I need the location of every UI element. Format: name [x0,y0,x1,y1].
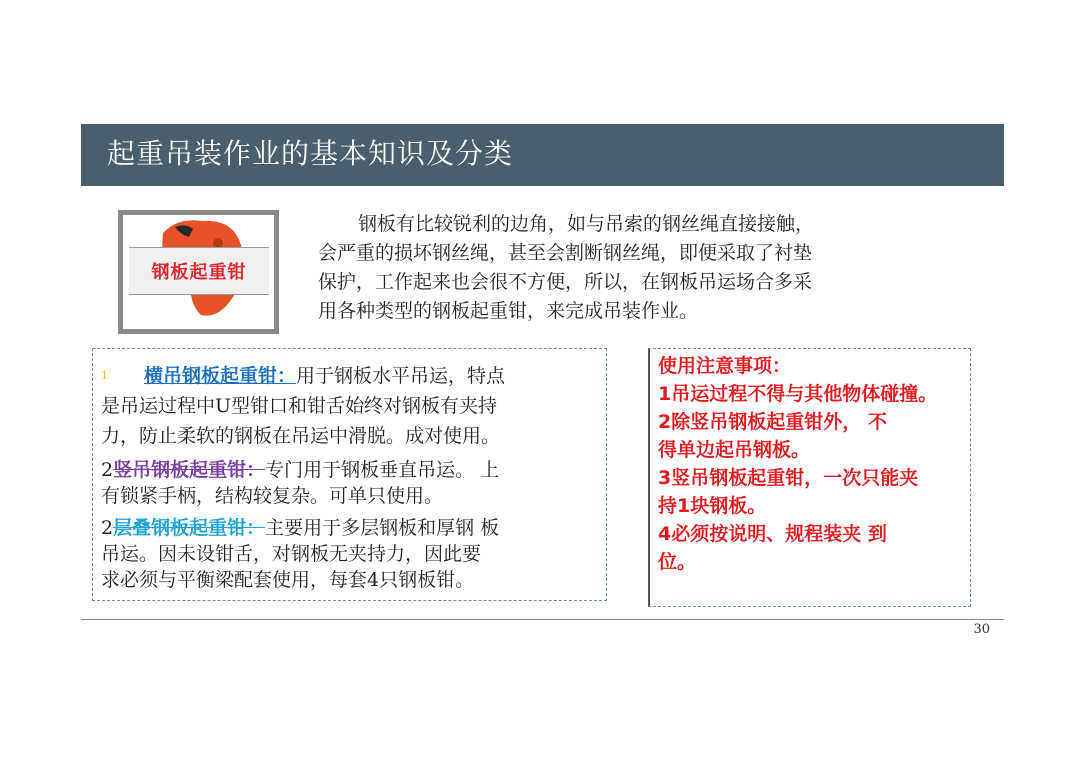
intro-paragraph [318,210,918,326]
figure-label: 钢板起重钳 [151,262,247,283]
figure-label-box [129,247,269,295]
types-box [92,348,607,601]
intro-line: 用各种类型的钢板起重钳，来完成吊装作业。 [318,300,699,322]
type-item-horizontal [101,361,599,451]
type-number: 2 [101,459,114,481]
notes-list [658,352,968,576]
type-term: 横吊钢板起重钳： [144,365,297,387]
type-line: 力，防止柔软的钢板在吊运中滑脱。成对使用。 [101,425,501,447]
note-line: 位。 [658,551,697,573]
type-item-stacked [101,515,599,593]
types-list [101,361,599,599]
intro-line: 会严重的损坏钢丝绳，甚至会割断钢丝绳，即便采取了衬垫 [318,242,813,264]
type-item-vertical [101,457,599,509]
notes-heading: 使用注意事项： [658,355,792,377]
notes-box [648,348,971,607]
title-bar [81,124,1004,186]
footer-divider [81,619,1004,620]
note-line: 1吊运过程不得与其他物体碰撞。 [658,383,938,405]
intro-line: 保护，工作起来也会很不方便，所以，在钢板吊运场合多采 [318,271,813,293]
page-number: 30 [973,622,990,637]
type-line: 专门用于钢板垂直吊运。 上 [265,459,500,481]
type-line: 主要用于多层钢板和厚钢 板 [265,517,500,539]
slide-title: 起重吊装作业的基本知识及分类 [107,137,514,170]
note-line: 得单边起吊钢板。 [658,439,811,461]
type-line: 吊运。因未设钳舌，对钢板无夹持力，因此要 [101,543,482,565]
figure-frame [118,210,279,334]
note-line: 3竖吊钢板起重钳，一次只能夹 [658,467,919,489]
type-term: 竖吊钢板起重钳： [113,459,266,481]
figure-inner [123,215,274,329]
note-line: 4必须按说明、规程装夹 到 [658,523,887,545]
note-line: 2除竖吊钢板起重钳外， 不 [658,411,887,433]
type-line: 用于钢板水平吊运，特点 [296,365,506,387]
type-line: 求必须与平衡梁配套使用，每套4只钢板钳。 [101,569,475,591]
type-number: 2 [101,517,114,539]
type-number: 1 [101,369,108,382]
type-term: 层叠钢板起重钳： [113,517,266,539]
type-line: 是吊运过程中U型钳口和钳舌始终对钢板有夹持 [101,395,498,417]
type-line: 有锁紧手柄，结构较复杂。可单只使用。 [101,485,444,507]
intro-line: 钢板有比较锐利的边角，如与吊索的钢丝绳直接接触， [358,213,815,235]
note-line: 持1块钢板。 [658,495,767,517]
